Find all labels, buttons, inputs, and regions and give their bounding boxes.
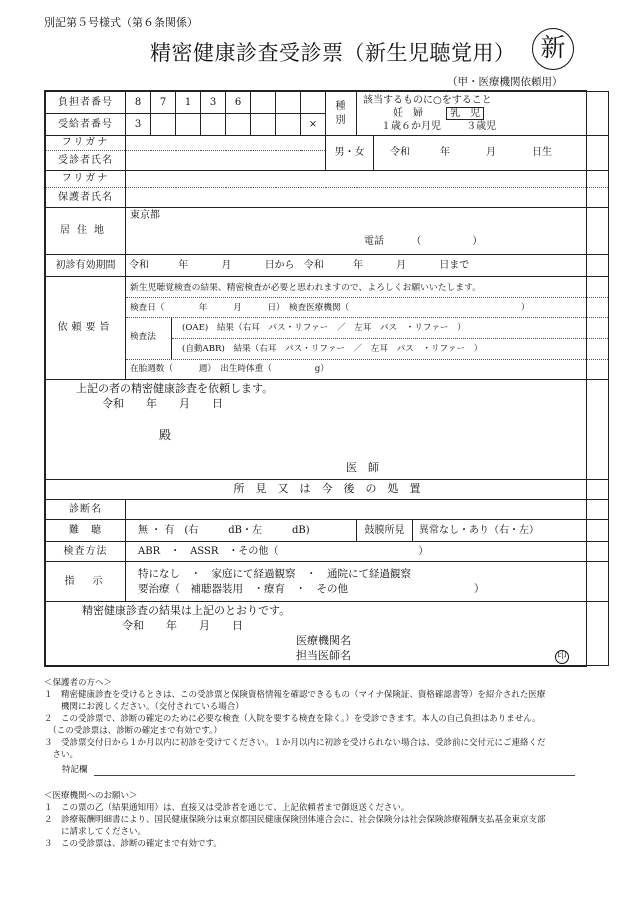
guardian-note-line: さい。 xyxy=(44,750,79,760)
institution-note-line: に請求してください。 xyxy=(44,827,147,837)
eardrum-value[interactable]: 異常なし・あり（右・左） xyxy=(419,524,539,536)
dob-year[interactable]: 年 xyxy=(440,147,450,159)
guardian-notes-heading: ＜保護者の方へ＞ xyxy=(44,678,113,688)
exam-method-label: 検査方法 xyxy=(46,542,126,562)
guardian-note-line: （この受診票は、診断の確定まで有効です。） xyxy=(44,726,222,736)
result-date[interactable]: 令和 年 月 日 xyxy=(122,619,243,632)
address-label: 居住地 xyxy=(46,208,126,255)
special-notes-label: 特記欄 xyxy=(62,765,88,775)
attending-doctor-label: 担当医師名 xyxy=(296,649,351,662)
payer-number-label: 負担者番号 xyxy=(46,92,126,114)
category-instruction: 該当するものに○をすること xyxy=(363,94,492,106)
doctor-request-block xyxy=(46,380,609,480)
hearing-loss-row xyxy=(126,520,609,542)
guardian-furigana-field[interactable] xyxy=(126,171,609,188)
request-honorific: 殿 xyxy=(159,428,172,442)
payer-digit[interactable] xyxy=(301,92,326,114)
sex-selector[interactable]: 男・女 xyxy=(326,136,374,170)
category-infant[interactable]: 乳 児 xyxy=(446,107,484,120)
dob-era: 令和 xyxy=(390,147,410,159)
payer-digit[interactable] xyxy=(251,92,276,114)
recipient-digit[interactable] xyxy=(251,114,276,136)
valid-period-field[interactable] xyxy=(126,255,609,277)
exam-method-value[interactable]: ABR ・ ASSR ・その他（ ） xyxy=(126,542,609,562)
dob-day[interactable]: 日生 xyxy=(532,147,552,159)
eardrum-label: 鼓膜所見 xyxy=(356,520,413,541)
instruction-label: 指 示 xyxy=(46,562,126,602)
oae-result[interactable]: (OAE) 結果（右耳 パス・リファー ／ 左耳 パス ・リファー ） xyxy=(172,318,608,339)
institution-note-line: ２ 診療報酬明細書により、国民健康保険分は東京都国民健康保険団体連合会に、社会保険分は社会保険診療報酬支払基金東京支部 xyxy=(44,815,546,825)
diagnosis-label: 診断名 xyxy=(46,500,126,520)
payer-digit[interactable]: 6 xyxy=(226,92,251,114)
recipient-check-digit[interactable]: × xyxy=(301,114,326,136)
phone-label: 電話 xyxy=(364,236,384,247)
hearing-loss-value[interactable]: 無 ・ 有 (右 dB・左 dB) xyxy=(138,524,310,536)
instruction-line-1[interactable]: 特になし ・ 家庭にて経過観察 ・ 通院にて経過観察 xyxy=(138,567,411,580)
address-field[interactable] xyxy=(126,208,609,255)
institution-note-line: １ この票の乙（結果通知用）は、直接又は受診者を通じて、上記依頼者まで御返送ください。 xyxy=(44,803,410,813)
findings-header: 所 見 又 は 今 後 の 処 置 xyxy=(46,480,609,500)
valid-from-era: 令和 xyxy=(129,259,149,271)
seal-icon: 印 xyxy=(555,650,569,664)
special-notes-field[interactable] xyxy=(94,766,575,776)
valid-from-day[interactable]: 日から xyxy=(264,259,295,271)
payer-digit[interactable]: 3 xyxy=(201,92,226,114)
patient-name-label: 受診者氏名 xyxy=(46,151,126,171)
payer-digit[interactable]: 1 xyxy=(176,92,201,114)
instruction-field[interactable] xyxy=(126,562,609,602)
request-summary-field xyxy=(126,277,609,380)
request-date[interactable]: 令和 年 月 日 xyxy=(102,397,223,410)
valid-period-label: 初診有効期間 xyxy=(46,255,126,277)
guardian-note-line: ３ 受診票交付日から１か月以内に初診を受けてください。１か月以内に初診を受けられない場合は、受診前に交付元にご連絡くだ xyxy=(44,738,546,748)
payer-digit[interactable]: 8 xyxy=(126,92,151,114)
page-title: 精密健康診査受診票（新生児聴覚用） xyxy=(150,41,516,65)
recipient-digit[interactable] xyxy=(226,114,251,136)
category-options[interactable] xyxy=(357,92,609,136)
patient-name-field[interactable] xyxy=(126,151,326,171)
phone-close: ） xyxy=(472,236,483,247)
form-table xyxy=(45,91,609,666)
patient-furigana-field[interactable] xyxy=(126,136,326,151)
dob-month[interactable]: 月 xyxy=(486,147,496,159)
abr-result[interactable]: (自動ABR) 結果（右耳 パス・リファー ／ 左耳 パス ・リファー ） xyxy=(182,343,483,354)
diagnosis-field[interactable] xyxy=(126,500,609,520)
guardian-name-field[interactable] xyxy=(126,188,609,208)
guardian-notes xyxy=(44,677,587,776)
request-intro: 新生児聴覚検査の結果、精密検査が必要と思われますので、よろしくお願いいたします。 xyxy=(126,278,608,298)
recipient-digit[interactable]: 3 xyxy=(126,114,151,136)
category-pregnant[interactable]: 妊 婦 xyxy=(393,108,423,119)
category-3-years[interactable]: ３歳児 xyxy=(466,121,497,132)
request-summary-label: 依頼要旨 xyxy=(46,277,126,380)
phone-row[interactable] xyxy=(364,236,482,248)
recipient-number-label: 受給者番号 xyxy=(46,114,126,136)
payer-digit[interactable]: 7 xyxy=(151,92,176,114)
address-value: 東京都 xyxy=(130,210,160,221)
valid-from-year[interactable]: 年 xyxy=(178,259,189,271)
form-subtitle: （甲・医療機関依頼用） xyxy=(447,76,563,88)
guardian-furigana-label: フリガナ xyxy=(46,171,126,188)
phone-open: （ xyxy=(411,236,422,247)
sex-dob-cell xyxy=(326,136,609,171)
guardian-note-line: １ 精密健康診査を受けるときは、この受診票と保険資格情報を確認できるもの（マイナ保険証、資格確認書等）を紹介された医療 xyxy=(44,690,546,700)
guardian-name-label: 保護者氏名 xyxy=(46,188,126,208)
recipient-digit[interactable] xyxy=(276,114,301,136)
instruction-line-2[interactable]: 要治療（ 補聴器装用 ・療育 ・ その他 ） xyxy=(138,582,485,595)
institution-name-label: 医療機関名 xyxy=(296,634,351,647)
institution-notes-heading: ＜医療機関へのお願い＞ xyxy=(44,791,138,801)
result-block xyxy=(46,602,609,666)
form-number: 別記第５号様式（第６条関係） xyxy=(44,16,198,29)
request-statement: 上記の者の精密健康診査を依頼します。 xyxy=(76,382,274,395)
guardian-note-line: 機関にお渡しください。（交付されている場合） xyxy=(44,702,244,712)
hearing-loss-label: 難 聴 xyxy=(46,520,126,542)
valid-to-era: 令和 xyxy=(303,259,324,271)
payer-digit[interactable] xyxy=(276,92,301,114)
valid-to-day[interactable]: 日まで xyxy=(439,259,470,271)
gestation-line[interactable]: 在胎週数（ 週） 出生時体重（ g） xyxy=(130,363,329,374)
examination-form xyxy=(44,90,587,667)
institution-note-line: ３ この受診票は、診断の確定まで有効です。 xyxy=(44,839,222,849)
recipient-digit[interactable] xyxy=(151,114,176,136)
category-18-months[interactable]: １歳６か月児 xyxy=(381,121,441,132)
method-label: 検査法 xyxy=(126,318,172,359)
patient-furigana-label: フリガナ xyxy=(46,136,126,151)
valid-to-year[interactable]: 年 xyxy=(352,259,363,271)
recipient-digit[interactable] xyxy=(201,114,226,136)
exam-date-line[interactable]: 検査日（ 年 月 日） 検査医療機関（ ） xyxy=(126,298,608,318)
category-label: 種別 xyxy=(326,92,357,136)
valid-to-month[interactable]: 月 xyxy=(396,259,407,271)
guardian-note-line: ２ この受診票で、診断の確定のために必要な検査（入院を要する検査を除く。）を受診できます。本人の自己負担はありません。 xyxy=(44,714,541,724)
result-statement: 精密健康診査の結果は上記のとおりです。 xyxy=(82,604,291,617)
new-seal-icon: 新 xyxy=(532,28,574,70)
recipient-digit[interactable] xyxy=(176,114,201,136)
valid-from-month[interactable]: 月 xyxy=(221,259,232,271)
request-doctor-label: 医 師 xyxy=(346,461,379,474)
institution-notes xyxy=(44,790,587,850)
